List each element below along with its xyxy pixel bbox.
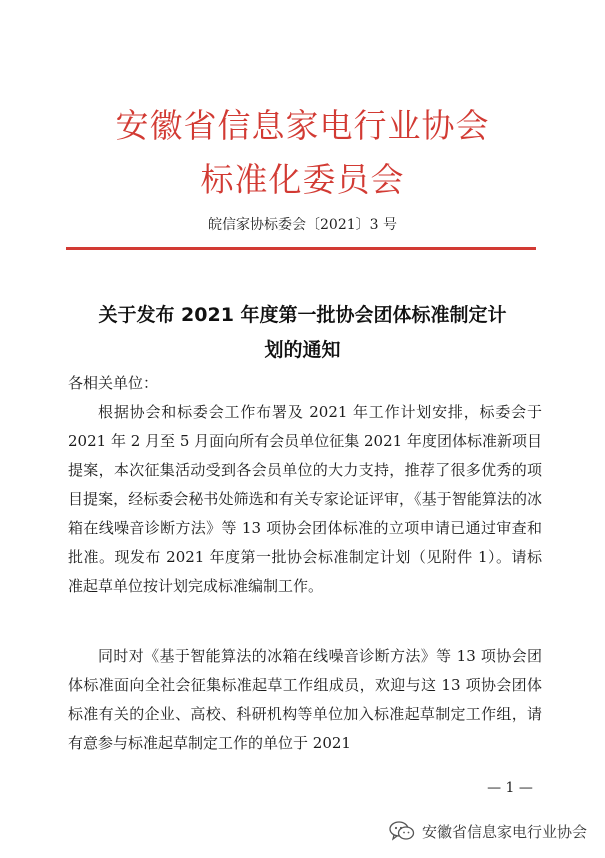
body-paragraph-2: 同时对《基于智能算法的冰箱在线噪音诊断方法》等 13 项协会团体标准面向全社会征集标准起草工作组成员，欢迎与这 13 项协会团体标准有关的企业、高校、科研机构等单位加入标准起草制定工作组，请有意参与标准起草制定工作的单位于 2021 (68, 647, 542, 752)
notice-title-line2: 划的通知 (264, 339, 341, 361)
salutation: 各相关单位： (68, 374, 159, 392)
red-divider-line (66, 247, 536, 250)
watermark-text: 安徽省信息家电行业协会 (422, 822, 588, 841)
wechat-watermark (388, 816, 587, 846)
page-number: — 1 — (487, 780, 533, 796)
document-number: 皖信家协标委会〔2021〕3 号 (208, 217, 397, 233)
body-paragraph-1: 根据协会和标委会工作布署及 2021 年工作计划安排，标委会于 2021 年 2 月至 5 月面向所有会员单位征集 2021 年度团体标准新项目提案，本次征集活动受到各会员单位的大力支持，推荐了很多优秀的项目提案，经标委会秘书处筛选和有关专家论证评审，《基于智能算法的冰箱在线噪音诊断方法》等 13 项协会团体标准的立项申请已通过审查和批准。现发布 2021 年度第一批协会标准制定计划（见附件 1）。请标准起草单位按计划完成标准编制工作。 (68, 403, 542, 595)
committee-name: 标准化委员会 (200, 160, 405, 199)
organization-name: 安徽省信息家电行业协会 (115, 106, 490, 145)
notice-title-line1: 关于发布 2021 年度第一批协会团体标准制定计 (98, 304, 507, 326)
wechat-icon (388, 820, 416, 842)
